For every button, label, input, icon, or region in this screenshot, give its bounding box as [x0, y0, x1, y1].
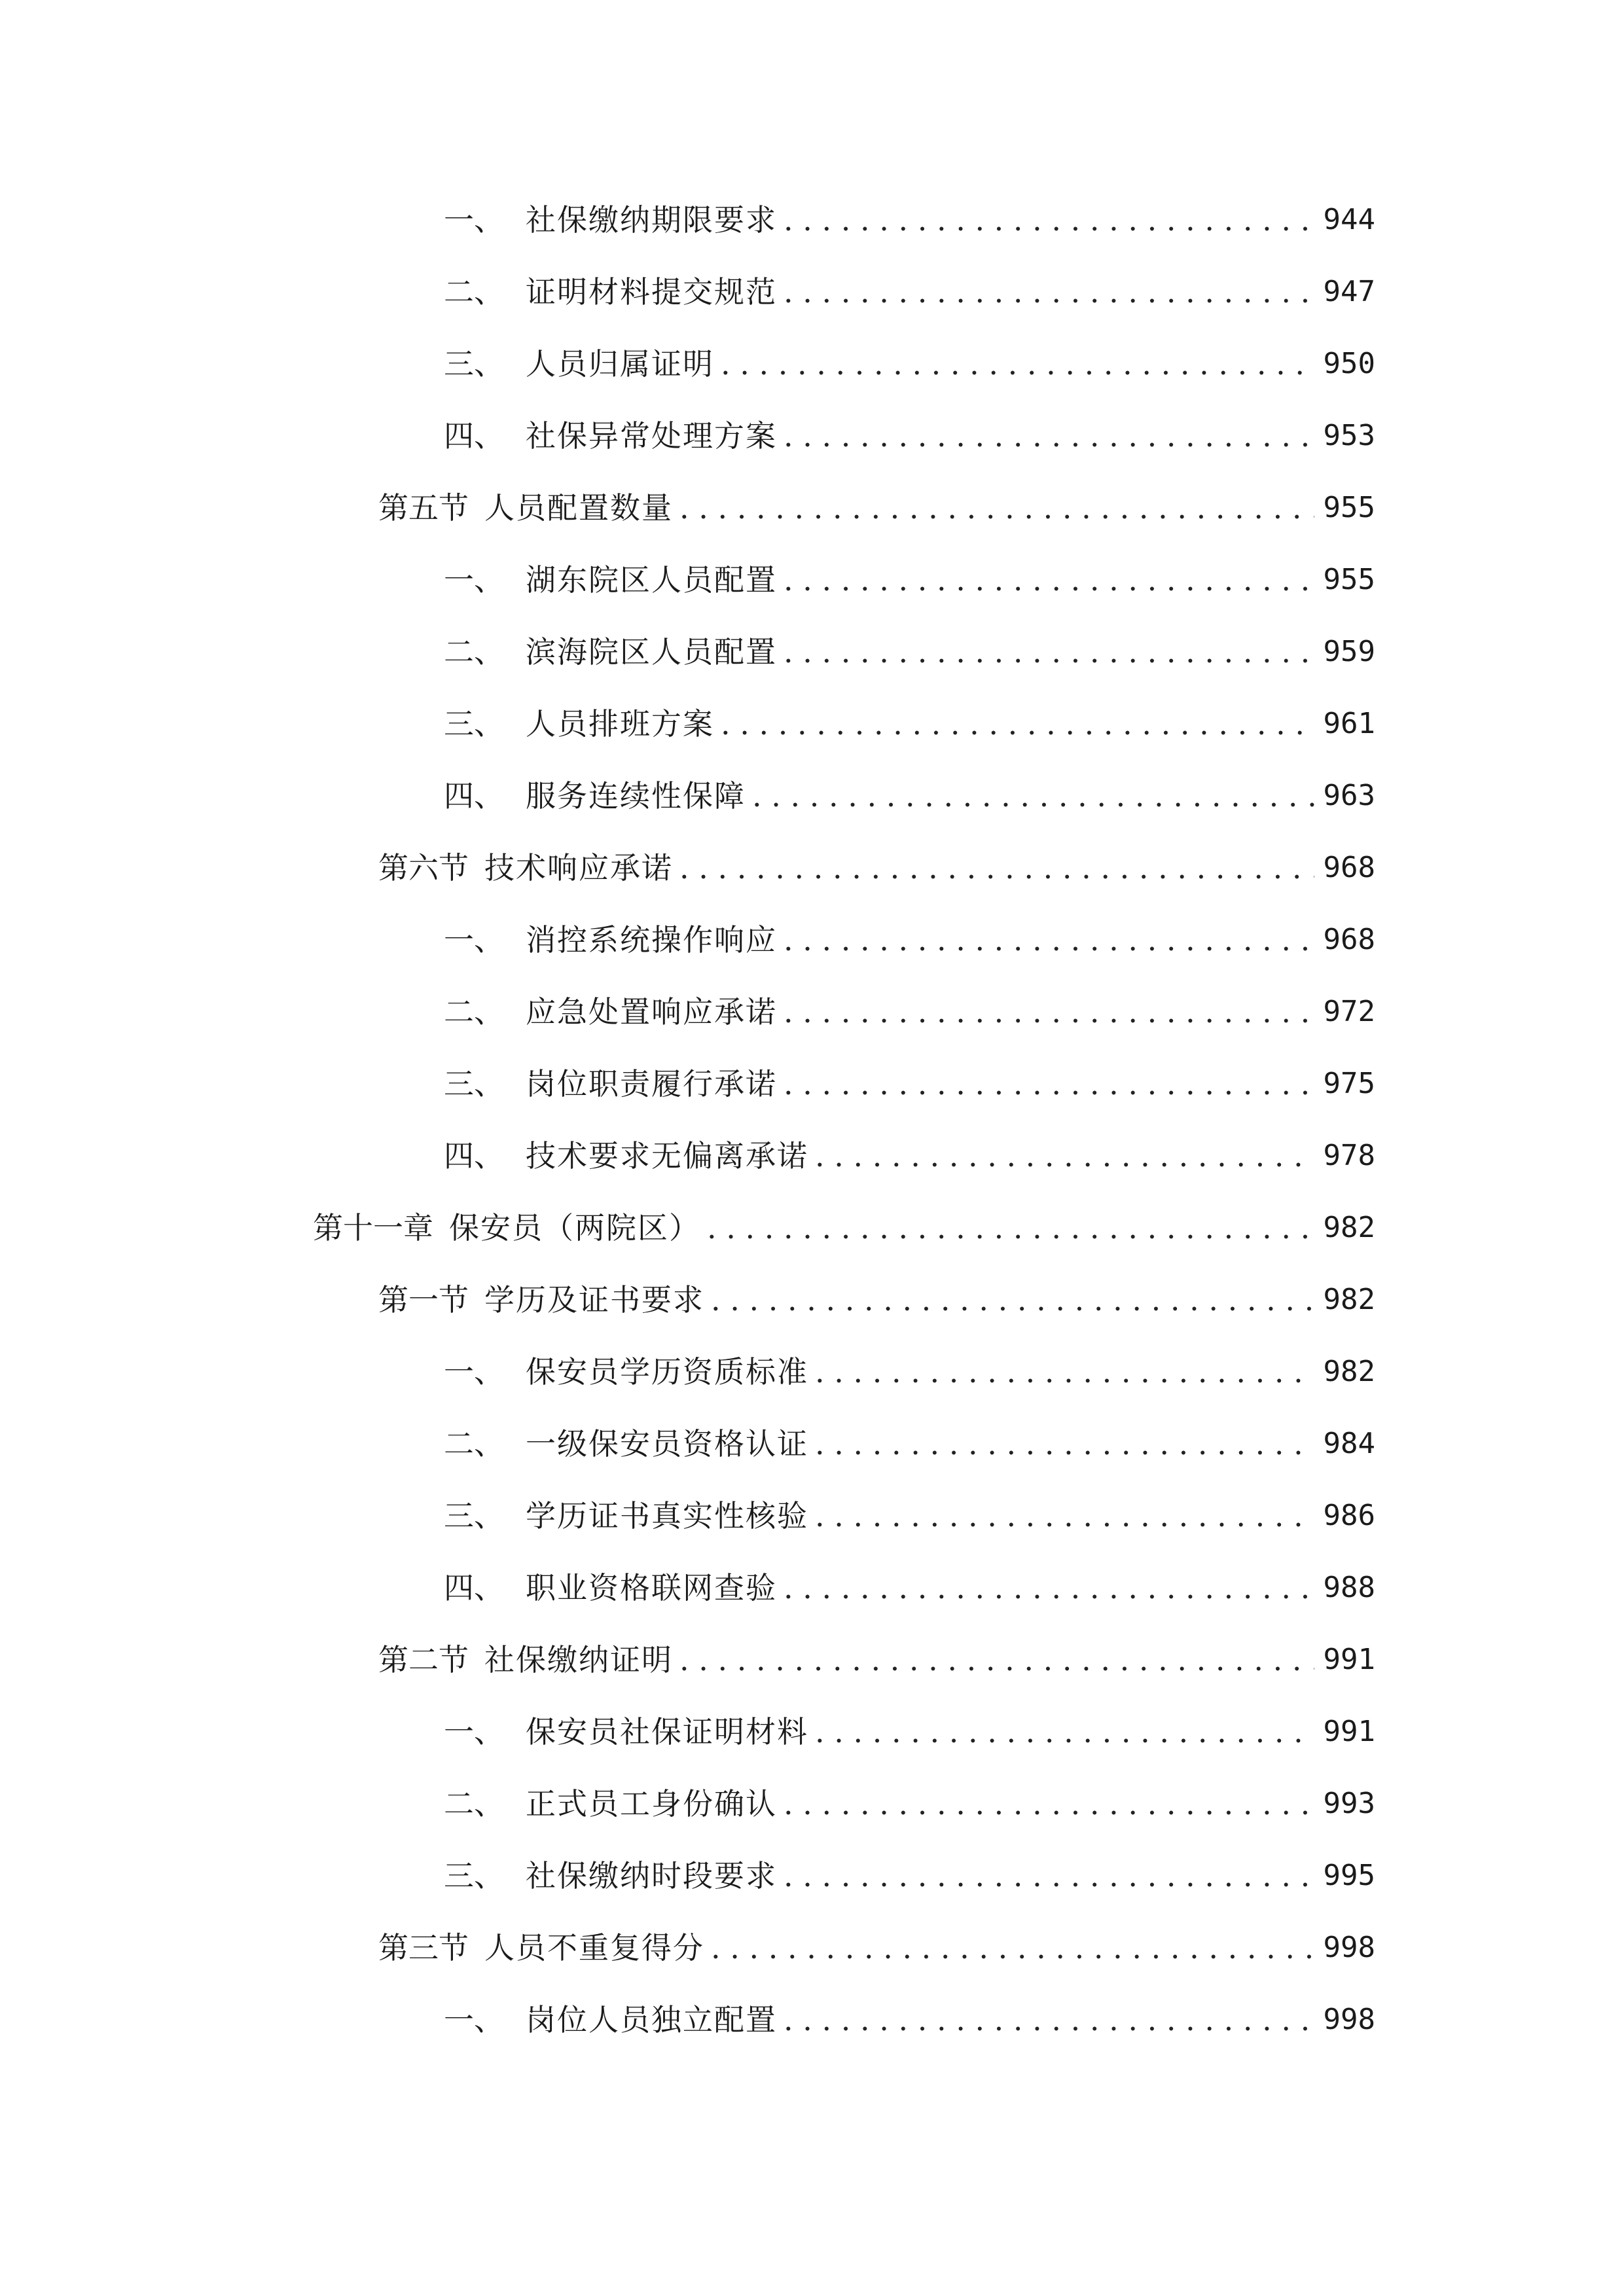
toc-entry-page: 961	[1323, 707, 1375, 740]
toc-entry[interactable]	[444, 1490, 1375, 1542]
toc-entry[interactable]	[378, 482, 1375, 534]
toc-entry[interactable]	[378, 842, 1375, 894]
toc-entry-page: 963	[1323, 779, 1375, 812]
toc-entry[interactable]	[444, 1706, 1375, 1758]
toc-entry[interactable]	[444, 194, 1375, 246]
dot-leader	[784, 194, 1314, 246]
toc-entry[interactable]	[444, 338, 1375, 390]
toc-entry-page: 947	[1323, 275, 1375, 308]
toc-entry-page: 944	[1323, 203, 1375, 236]
toc-entry[interactable]	[444, 626, 1375, 678]
toc-entry-page: 982	[1323, 1355, 1375, 1388]
toc-entry-title: 滨海院区人员配置	[526, 634, 777, 670]
toc-entry-title: 保安员学历资质标准	[526, 1354, 808, 1390]
toc-entry[interactable]	[444, 1994, 1375, 2046]
dot-leader	[784, 1562, 1314, 1614]
toc-entry-page: 975	[1323, 1067, 1375, 1100]
toc-entry-number: 第二节	[378, 1642, 469, 1677]
toc-entry-number: 一、	[444, 922, 504, 958]
toc-entry-page: 968	[1323, 851, 1375, 884]
toc-entry[interactable]	[313, 1202, 1375, 1254]
toc-entry-title: 技术要求无偏离承诺	[526, 1138, 808, 1174]
toc-entry-title: 人员不重复得分	[484, 1930, 704, 1965]
toc-entry-page: 982	[1323, 1211, 1375, 1244]
toc-entry-number: 一、	[444, 202, 504, 238]
dot-leader	[784, 1994, 1314, 2046]
dot-leader	[707, 1202, 1314, 1254]
dot-leader	[679, 842, 1314, 894]
toc-entry-number: 一、	[444, 1354, 504, 1390]
dot-leader	[815, 1706, 1314, 1758]
toc-entry-page: 950	[1323, 347, 1375, 380]
toc-entry-number: 三、	[444, 1498, 504, 1534]
toc-entry-number: 三、	[444, 346, 504, 382]
dot-leader	[784, 986, 1314, 1038]
toc-entry-title: 正式员工身份确认	[526, 1786, 777, 1821]
toc-entry-title: 湖东院区人员配置	[526, 562, 777, 598]
toc-entry-number: 二、	[444, 1426, 504, 1462]
toc-entry-page: 991	[1323, 1643, 1375, 1676]
toc-entry[interactable]	[444, 1130, 1375, 1182]
toc-entry-number: 四、	[444, 1138, 504, 1174]
toc-entry[interactable]	[444, 986, 1375, 1038]
toc-entry-title: 一级保安员资格认证	[526, 1426, 808, 1462]
toc-entry-title: 学历及证书要求	[484, 1282, 704, 1318]
toc-entry[interactable]	[444, 1418, 1375, 1470]
dot-leader	[721, 338, 1314, 390]
toc-entry[interactable]	[444, 266, 1375, 318]
dot-leader	[815, 1418, 1314, 1470]
dot-leader	[784, 1058, 1314, 1110]
toc-entry[interactable]	[444, 1778, 1375, 1830]
toc-entry-page: 978	[1323, 1139, 1375, 1172]
dot-leader	[784, 626, 1314, 678]
toc-entry-title: 社保缴纳时段要求	[526, 1858, 777, 1893]
toc-entry-page: 991	[1323, 1715, 1375, 1748]
dot-leader	[815, 1130, 1314, 1182]
toc-entry-title: 人员配置数量	[484, 490, 673, 526]
dot-leader	[784, 914, 1314, 966]
toc-entry[interactable]	[378, 1634, 1375, 1686]
toc-entry[interactable]	[444, 1562, 1375, 1614]
toc-entry-title: 服务连续性保障	[526, 778, 746, 814]
toc-entry-title: 技术响应承诺	[484, 850, 673, 886]
toc-entry-title: 岗位职责履行承诺	[526, 1066, 777, 1102]
toc-entry[interactable]	[444, 698, 1375, 750]
toc-entry-page: 968	[1323, 923, 1375, 956]
toc-entry-number: 四、	[444, 778, 504, 814]
toc-entry[interactable]	[444, 770, 1375, 822]
toc-entry-number: 一、	[444, 2002, 504, 2037]
toc-entry-title: 保安员社保证明材料	[526, 1714, 808, 1749]
toc-entry-title: 岗位人员独立配置	[526, 2002, 777, 2037]
toc-entry-page: 972	[1323, 995, 1375, 1028]
toc-entry[interactable]	[444, 1058, 1375, 1110]
toc-entry-title: 保安员（两院区）	[449, 1210, 700, 1246]
toc-entry[interactable]	[444, 914, 1375, 966]
toc-entry[interactable]	[444, 554, 1375, 606]
toc-entry[interactable]	[444, 1850, 1375, 1902]
toc-entry-number: 一、	[444, 562, 504, 598]
toc-entry-number: 四、	[444, 418, 504, 454]
toc-entry-number: 二、	[444, 1786, 504, 1821]
dot-leader	[784, 1778, 1314, 1830]
toc-entry[interactable]	[444, 1346, 1375, 1398]
toc-entry-number: 三、	[444, 706, 504, 742]
toc-entry-title: 职业资格联网查验	[526, 1570, 777, 1605]
dot-leader	[784, 410, 1314, 462]
toc-entry-page: 953	[1323, 419, 1375, 452]
toc-entry-title: 应急处置响应承诺	[526, 994, 777, 1030]
dot-leader	[815, 1346, 1314, 1398]
dot-leader	[721, 698, 1314, 750]
toc-entry-number: 二、	[444, 994, 504, 1030]
dot-leader	[711, 1922, 1314, 1974]
toc-entry-page: 998	[1323, 1931, 1375, 1964]
toc-entry-page: 955	[1323, 491, 1375, 524]
toc-entry-page: 998	[1323, 2003, 1375, 2036]
toc-entry-page: 986	[1323, 1499, 1375, 1532]
toc-entry-number: 第一节	[378, 1282, 469, 1318]
toc-entry-number: 第六节	[378, 850, 469, 886]
dot-leader	[679, 482, 1314, 534]
dot-leader	[784, 266, 1314, 318]
toc-entry-number: 第十一章	[313, 1210, 433, 1246]
toc-entry-page: 984	[1323, 1427, 1375, 1460]
dot-leader	[784, 1850, 1314, 1902]
toc-entry-number: 三、	[444, 1066, 504, 1102]
toc-entry-title: 学历证书真实性核验	[526, 1498, 808, 1534]
toc-entry-page: 988	[1323, 1571, 1375, 1604]
toc-entry-page: 995	[1323, 1859, 1375, 1892]
toc-entry-number: 三、	[444, 1858, 504, 1893]
dot-leader	[784, 554, 1314, 606]
toc-entry-number: 四、	[444, 1570, 504, 1605]
toc-entry-title: 社保异常处理方案	[526, 418, 777, 454]
toc-entry-title: 社保缴纳证明	[484, 1642, 673, 1677]
toc-entry[interactable]	[444, 410, 1375, 462]
toc-entry-number: 第三节	[378, 1930, 469, 1965]
toc-entry-title: 证明材料提交规范	[526, 274, 777, 310]
toc-entry-title: 人员归属证明	[526, 346, 714, 382]
toc-entry-title: 社保缴纳期限要求	[526, 202, 777, 238]
toc-entry[interactable]	[378, 1274, 1375, 1326]
dot-leader	[752, 770, 1314, 822]
toc-entry[interactable]	[378, 1922, 1375, 1974]
toc-entry-number: 二、	[444, 634, 504, 670]
toc-entry-page: 959	[1323, 635, 1375, 668]
toc-entry-number: 二、	[444, 274, 504, 310]
toc-entry-page: 993	[1323, 1787, 1375, 1820]
toc-entry-page: 982	[1323, 1283, 1375, 1316]
toc-entry-title: 消控系统操作响应	[526, 922, 777, 958]
toc-entry-number: 第五节	[378, 490, 469, 526]
toc-entry-page: 955	[1323, 563, 1375, 596]
dot-leader	[815, 1490, 1314, 1542]
dot-leader	[711, 1274, 1314, 1326]
dot-leader	[679, 1634, 1314, 1686]
toc-entry-number: 一、	[444, 1714, 504, 1749]
toc-entry-title: 人员排班方案	[526, 706, 714, 742]
